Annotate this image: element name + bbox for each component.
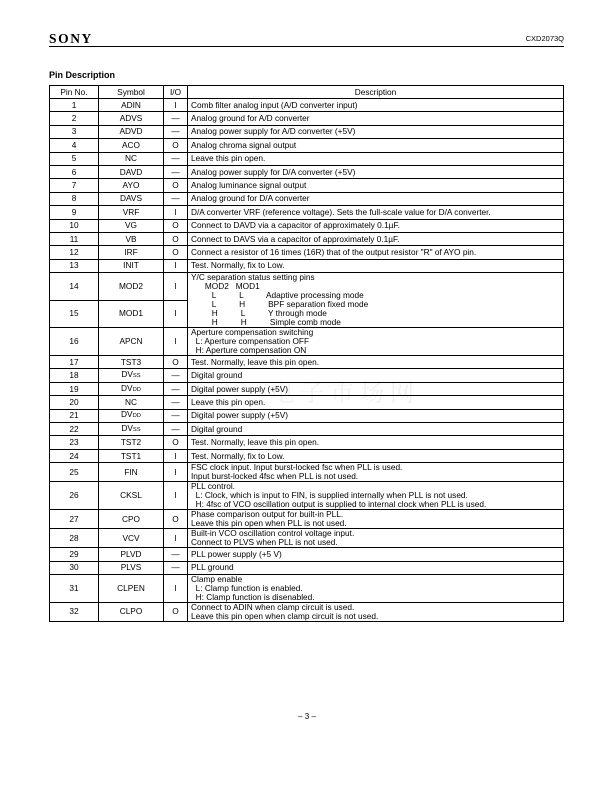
- table-row: [50, 259, 564, 272]
- pin-description-table: [49, 85, 564, 622]
- pin-number: 3: [50, 125, 99, 138]
- pin-io: O: [164, 179, 188, 192]
- pin-number: 24: [50, 449, 99, 462]
- pin-symbol: NC: [99, 396, 164, 409]
- pin-io: I: [164, 206, 188, 219]
- table-row: [50, 356, 564, 369]
- pin-symbol: [99, 382, 164, 395]
- pin-number: 17: [50, 356, 99, 369]
- pin-symbol: CKSL: [99, 482, 164, 510]
- part-number: CXD2073Q: [525, 34, 564, 43]
- pin-symbol: MOD2: [99, 273, 164, 301]
- pin-description: Test. Normally, leave this pin open.: [188, 356, 564, 369]
- pin-number: 2: [50, 112, 99, 125]
- pin-symbol: MOD1: [99, 300, 164, 328]
- pin-number: 15: [50, 300, 99, 328]
- pin-number: 12: [50, 246, 99, 259]
- pin-description: Analog luminance signal output: [188, 179, 564, 192]
- pin-description: Connect to DAVD via a capacitor of approximately 0.1µF.: [188, 219, 564, 232]
- pin-description: Connect to ADIN when clamp circuit is used. Leave this pin open when clamp circuit is not used.: [188, 602, 564, 621]
- pin-number: 1: [50, 99, 99, 112]
- pin-symbol: TST1: [99, 449, 164, 462]
- pin-io: —: [164, 369, 188, 382]
- pin-description: Clamp enable L: Clamp function is enabled. H: Clamp function is disenabled.: [188, 574, 564, 602]
- pin-io: I: [164, 482, 188, 510]
- pin-symbol: ADIN: [99, 99, 164, 112]
- pin-symbol: INIT: [99, 259, 164, 272]
- pin-symbol: VB: [99, 232, 164, 245]
- pin-description: Test. Normally, fix to Low.: [188, 259, 564, 272]
- pin-number: 21: [50, 409, 99, 422]
- pin-number: 25: [50, 463, 99, 482]
- pin-rows: [50, 99, 564, 622]
- pin-symbol: [99, 409, 164, 422]
- table-row: [50, 463, 564, 482]
- pin-io: O: [164, 246, 188, 259]
- table-row: [50, 602, 564, 621]
- pin-description: D/A converter VRF (reference voltage). Sets the full-scale value for D/A converter.: [188, 206, 564, 219]
- pin-description: Aperture compensation switching L: Aperture compensation OFF H: Aperture compensation ON: [188, 328, 564, 356]
- pin-symbol: CPO: [99, 510, 164, 529]
- pin-io: —: [164, 396, 188, 409]
- table-row: [50, 548, 564, 561]
- table-row: [50, 192, 564, 205]
- pin-symbol: PLVS: [99, 561, 164, 574]
- table-row: [50, 232, 564, 245]
- pin-symbol: VRF: [99, 206, 164, 219]
- pin-symbol: [99, 423, 164, 436]
- pin-io: I: [164, 328, 188, 356]
- pin-description: Digital ground: [188, 423, 564, 436]
- pin-number: 13: [50, 259, 99, 272]
- pin-number: 4: [50, 139, 99, 152]
- pin-symbol: CLPO: [99, 602, 164, 621]
- pin-description: Test. Normally, leave this pin open.: [188, 436, 564, 449]
- pin-symbol: PLVD: [99, 548, 164, 561]
- pin-number: 26: [50, 482, 99, 510]
- pin-number: 19: [50, 382, 99, 395]
- pin-io: —: [164, 423, 188, 436]
- table-row: [50, 179, 564, 192]
- pin-io: I: [164, 449, 188, 462]
- pin-description: PLL power supply (+5 V): [188, 548, 564, 561]
- pin-number: 10: [50, 219, 99, 232]
- table-row: [50, 561, 564, 574]
- pin-number: 23: [50, 436, 99, 449]
- table-row: [50, 125, 564, 138]
- pin-symbol: VCV: [99, 529, 164, 548]
- pin-description: FSC clock input. Input burst-locked fsc when PLL is used. Input burst-locked 4fsc when PLL is not used.: [188, 463, 564, 482]
- pin-description: Digital ground: [188, 369, 564, 382]
- pin-symbol-subscript: DD: [132, 386, 141, 393]
- pin-description: Analog ground for A/D converter: [188, 112, 564, 125]
- pin-io: —: [164, 382, 188, 395]
- pin-symbol: VG: [99, 219, 164, 232]
- table-row: [50, 219, 564, 232]
- pin-io: O: [164, 356, 188, 369]
- sony-logo: SONY: [49, 31, 93, 46]
- table-row: [50, 165, 564, 178]
- pin-symbol: ADVS: [99, 112, 164, 125]
- table-row: [50, 152, 564, 165]
- pin-description: Built-in VCO oscillation control voltage input. Connect to PLVS when PLL is not used.: [188, 529, 564, 548]
- col-header-pin-no: Pin No.: [50, 86, 99, 99]
- pin-number: 28: [50, 529, 99, 548]
- pin-description: Leave this pin open.: [188, 396, 564, 409]
- pin-symbol-subscript: SS: [132, 373, 141, 380]
- pin-symbol: NC: [99, 152, 164, 165]
- mode-setting-description: Y/C separation status setting pins MOD2 MOD1 L L Adaptive processing mode L H BPF separation fixed mode H L Y through mode H H Simple comb mode: [188, 273, 564, 328]
- table-row: [50, 529, 564, 548]
- pin-symbol: TST2: [99, 436, 164, 449]
- pin-io: —: [164, 561, 188, 574]
- pin-number: 30: [50, 561, 99, 574]
- table-row: [50, 206, 564, 219]
- pin-number: 7: [50, 179, 99, 192]
- pin-symbol: FIN: [99, 463, 164, 482]
- pin-number: 29: [50, 548, 99, 561]
- page-number: – 3 –: [298, 712, 316, 721]
- pin-io: O: [164, 510, 188, 529]
- pin-symbol: AYO: [99, 179, 164, 192]
- pin-number: 8: [50, 192, 99, 205]
- pin-description: Digital power supply (+5V): [188, 382, 564, 395]
- pin-symbol-main: DV: [121, 409, 133, 420]
- pin-symbol: IRF: [99, 246, 164, 259]
- table-row: [50, 409, 564, 422]
- pin-symbol-subscript: DD: [132, 413, 141, 420]
- pin-description: Analog ground for D/A converter: [188, 192, 564, 205]
- table-row: [50, 510, 564, 529]
- pin-io: O: [164, 436, 188, 449]
- pin-io: I: [164, 300, 188, 328]
- pin-symbol: APCN: [99, 328, 164, 356]
- pin-number: 20: [50, 396, 99, 409]
- pin-description: Leave this pin open.: [188, 152, 564, 165]
- pin-io: —: [164, 548, 188, 561]
- table-row: [50, 273, 564, 301]
- pin-number: 6: [50, 165, 99, 178]
- pin-io: I: [164, 273, 188, 301]
- pin-symbol: ADVD: [99, 125, 164, 138]
- pin-io: —: [164, 192, 188, 205]
- pin-description: Digital power supply (+5V): [188, 409, 564, 422]
- pin-io: —: [164, 112, 188, 125]
- pin-number: 14: [50, 273, 99, 301]
- pin-description: Analog power supply for A/D converter (+5V): [188, 125, 564, 138]
- pin-description: PLL control. L: Clock, which is input to FIN, is supplied internally when PLL is not used. H: 4fsc of VCO oscillation output is supplied to internal clock when PLL is used.: [188, 482, 564, 510]
- header-rule: [49, 46, 564, 47]
- pin-io: —: [164, 165, 188, 178]
- table-row: [50, 139, 564, 152]
- pin-description: Connect to DAVS via a capacitor of approximately 0.1µF.: [188, 232, 564, 245]
- pin-symbol: ACO: [99, 139, 164, 152]
- pin-symbol-subscript: SS: [132, 426, 141, 433]
- pin-symbol: DAVS: [99, 192, 164, 205]
- table-header-row: [50, 86, 564, 99]
- pin-io: I: [164, 574, 188, 602]
- pin-number: 9: [50, 206, 99, 219]
- pin-number: 22: [50, 423, 99, 436]
- pin-symbol: CLPEN: [99, 574, 164, 602]
- table-row: [50, 449, 564, 462]
- pin-description: Test. Normally, fix to Low.: [188, 449, 564, 462]
- pin-description: Analog chroma signal output: [188, 139, 564, 152]
- pin-io: O: [164, 602, 188, 621]
- col-header-description: Description: [188, 86, 564, 99]
- pin-number: 27: [50, 510, 99, 529]
- pin-io: I: [164, 463, 188, 482]
- pin-io: —: [164, 152, 188, 165]
- pin-number: 16: [50, 328, 99, 356]
- pin-io: I: [164, 259, 188, 272]
- pin-symbol: DAVD: [99, 165, 164, 178]
- table-row: [50, 99, 564, 112]
- pin-description: PLL ground: [188, 561, 564, 574]
- pin-io: O: [164, 219, 188, 232]
- pin-io: —: [164, 125, 188, 138]
- table-row: [50, 423, 564, 436]
- pin-io: O: [164, 232, 188, 245]
- table-row: [50, 482, 564, 510]
- pin-io: O: [164, 139, 188, 152]
- pin-description: Analog power supply for D/A converter (+5V): [188, 165, 564, 178]
- pin-symbol-main: DV: [121, 382, 133, 393]
- col-header-io: I/O: [164, 86, 188, 99]
- table-row: [50, 574, 564, 602]
- watermark: 电子市场网: [270, 379, 420, 407]
- pin-symbol-main: DV: [121, 369, 133, 380]
- pin-io: —: [164, 409, 188, 422]
- pin-io: I: [164, 99, 188, 112]
- col-header-symbol: Symbol: [99, 86, 164, 99]
- pin-symbol-main: DV: [121, 422, 133, 433]
- pin-symbol: TST3: [99, 356, 164, 369]
- pin-description: Comb filter analog input (A/D converter input): [188, 99, 564, 112]
- table-row: [50, 328, 564, 356]
- table-row: [50, 246, 564, 259]
- pin-io: I: [164, 529, 188, 548]
- pin-number: 11: [50, 232, 99, 245]
- pin-symbol: [99, 369, 164, 382]
- pin-number: 31: [50, 574, 99, 602]
- table-row: [50, 112, 564, 125]
- pin-number: 5: [50, 152, 99, 165]
- pin-number: 32: [50, 602, 99, 621]
- pin-number: 18: [50, 369, 99, 382]
- section-title: Pin Description: [49, 70, 116, 80]
- table-row: [50, 436, 564, 449]
- pin-description: Phase comparison output for built-in PLL. Leave this pin open when PLL is not used.: [188, 510, 564, 529]
- pin-description: Connect a resistor of 16 times (16R) that of the output resistor "R" of AYO pin.: [188, 246, 564, 259]
